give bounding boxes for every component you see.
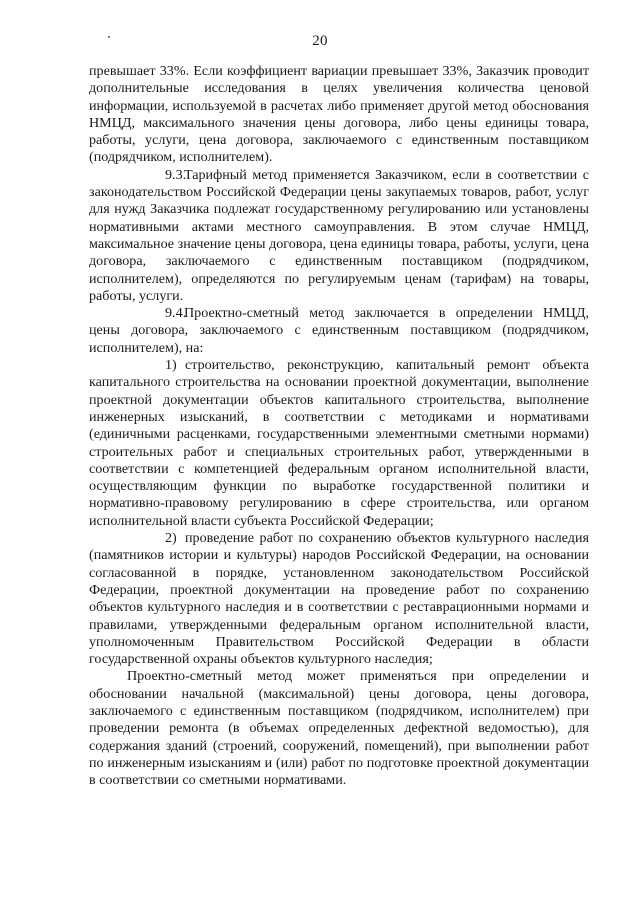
paragraph-text: Проектно-сметный метод может применяться при определении и обосновании начальной (максимальной) цены договора, цены договора, заключаемого с единственным поставщиком (подрядчиком, исполнителем) при проведении ремонта (в объемах определенных дефектной ведомостью), для содержания зданий (строений, сооружений, помещений), при выполнении работ по инженерным изысканиям и (или) работ по подготовке проектной документации в соответствии со сметными нормативами. [89, 668, 589, 789]
list-marker: 1) [165, 357, 177, 374]
paragraph-continuation [89, 63, 589, 167]
document-body [89, 63, 589, 789]
page-number: 20 [312, 33, 328, 49]
list-item-1 [89, 357, 589, 530]
paragraph-text: Тарифный метод применяется Заказчиком, если в соответствии с законодательством Российской Федерации цены закупаемых товаров, работ, услуг для нужд Заказчика подлежат государственному регулированию или установлены нормативными актами местного самоуправления. В этом случае НМЦД, максимальное значение цены договора, цена единицы товара, работы, услуги, цена договора, заключаемого с единственным поставщиком (подрядчиком, исполнителем), определяются по регулируемым ценам (тарифам) на товары, работы, услуги. [89, 166, 589, 304]
list-item-2 [89, 530, 589, 668]
list-item-text: проведение работ по сохранению объектов культурного наследия (памятников истории и культуры) народов Российской Федерации, на основании согласованной в порядке, установленном законодательством Российской Федерации, проектной документации на проведение работ по сохранению объектов культурного наследия и в соответствии с реставрационными нормами и правилами, утвержденными федеральным органом исполнительной власти, уполномоченным Правительством Российской Федерации в области государственной охраны объектов культурного наследия; [89, 530, 589, 668]
paragraph-text: превышает 33%. Если коэффициент вариации превышает 33%, Заказчик проводит дополнительные исследования в целях увеличения количества ценовой информации, используемой в расчетах либо применяет другой метод обоснования НМЦД, максимального значения цены договора, либо цены единицы товара, работы, услуги, цена договора, заключаемого с единственным поставщиком (подрядчиком, исполнителем). [89, 63, 589, 166]
list-item-text: строительство, реконструкцию, капитальный ремонт объекта капитального строительства на основании проектной документации, выполнение проектной документации объектов капитального строительства, выполнение инженерных изысканий, в соответствии с методиками и нормативами (единичными расценками, государственными элементными сметными нормами) строительных работ и специальных строительных работ, утвержденными в соответствии с компетенцией федеральным органом исполнительной власти, осуществляющим функции по выработке государственной политики и нормативно-правовому регулированию в сфере строительства, или органом исполнительной власти субъекта Российской Федерации; [89, 357, 589, 529]
paragraph-text: Проектно-сметный метод заключается в определении НМЦД, цены договора, заключаемого с единственным поставщиком (подрядчиком, исполнителем), на: [89, 305, 589, 356]
paragraph-project-method [89, 668, 589, 789]
list-marker: 2) [165, 530, 177, 547]
paragraph-9-3 [89, 167, 589, 305]
paragraph-number: 9.4. [165, 305, 187, 322]
paragraph-number: 9.3. [165, 166, 187, 183]
paragraph-9-4 [89, 305, 589, 357]
